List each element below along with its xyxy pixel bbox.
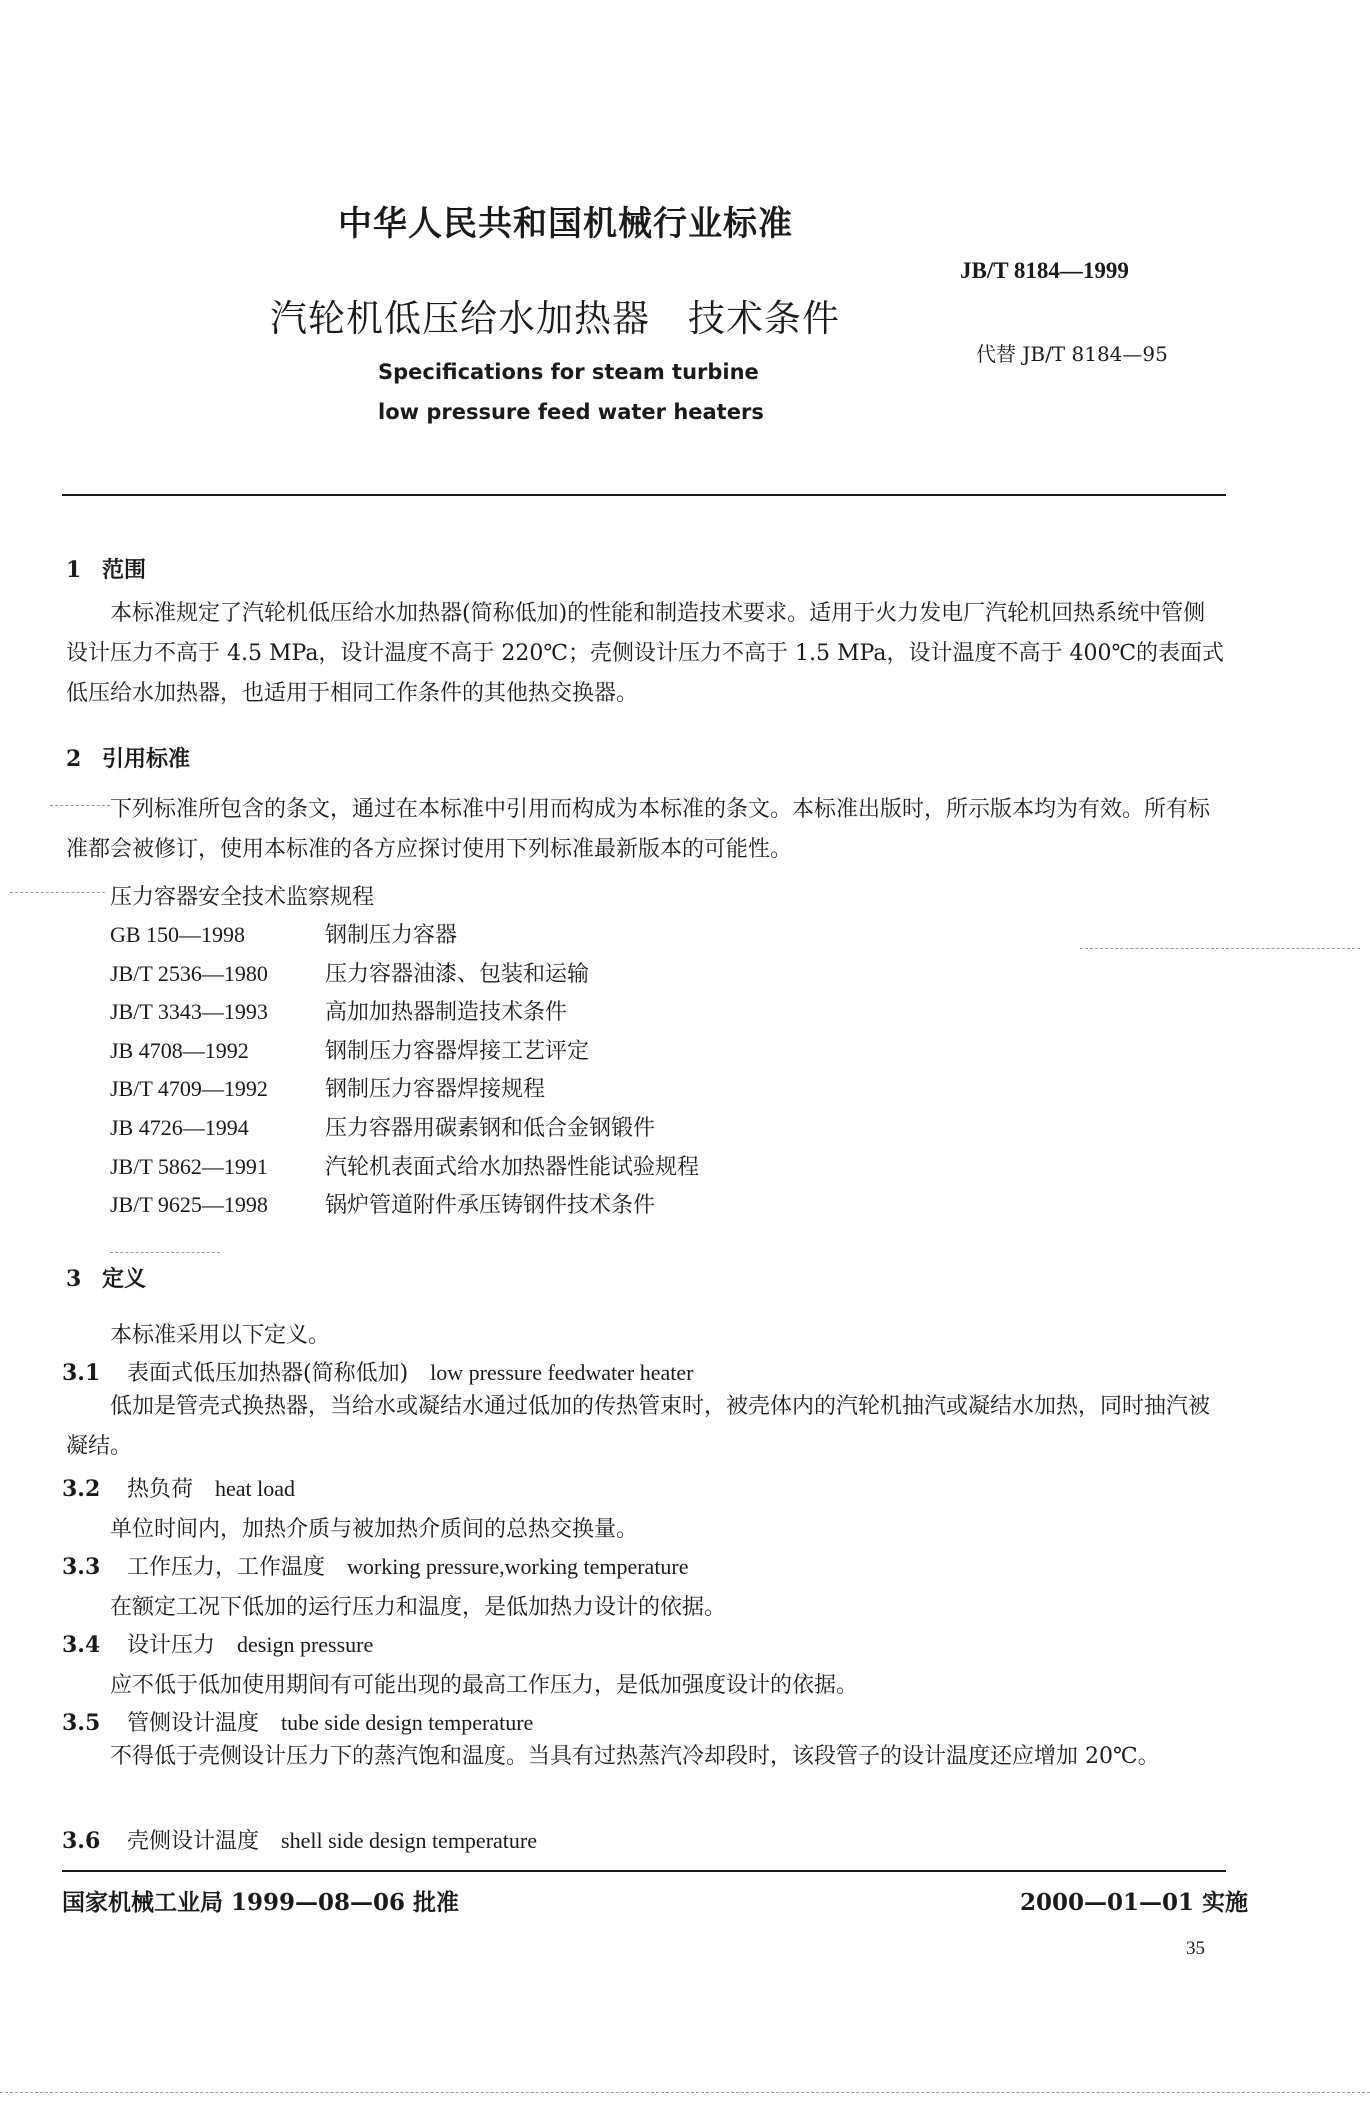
section-number: 2 bbox=[66, 746, 82, 772]
standard-code: JB/T 8184—1999 bbox=[960, 258, 1129, 283]
reference-code: JB/T 3343—1993 bbox=[110, 999, 268, 1025]
reference-code: JB 4726—1994 bbox=[110, 1114, 249, 1140]
reference-title: 锅炉管道附件承压铸钢件技术条件 bbox=[325, 1193, 656, 1219]
reference-title: 钢制压力容器 bbox=[325, 923, 458, 948]
definition-text: 不得低于壳侧设计压力下的蒸汽饱和温度。当具有过热蒸汽冷却段时，该段管子的设计温度还应增加 20℃。 bbox=[110, 1744, 1160, 1769]
scan-artifact bbox=[0, 2092, 1370, 2093]
section-1-paragraph: 本标准规定了汽轮机低压给水加热器(简称低加)的性能和制造技术要求。适用于火力发电厂汽轮机回热系统中管侧设计压力不高于 4.5 MPa，设计温度不高于 220℃；壳侧设计压力不高于 1.5 MPa，设计温度不高于 400℃的表面式低压给水加热器，也适用于相同工作条件的其他热交换器。 bbox=[66, 601, 1225, 706]
section-title: 引用标准 bbox=[102, 746, 191, 772]
definition-text: 单位时间内，加热介质与被加热介质间的总热交换量。 bbox=[110, 1517, 639, 1542]
section-2-heading bbox=[66, 742, 190, 773]
document-title: 汽轮机低压给水加热器 技术条件 bbox=[270, 297, 840, 340]
reference-item: 压力容器安全技术监察规程 bbox=[110, 885, 375, 910]
reference-title: 汽轮机表面式给水加热器性能试验规程 bbox=[325, 1154, 700, 1180]
definition-text: 在额定工况下低加的运行压力和温度，是低加热力设计的依据。 bbox=[110, 1595, 727, 1620]
reference-code: JB/T 4709—1992 bbox=[110, 1076, 268, 1102]
definition-term: 3.6 壳侧设计温度 shell side design temperature bbox=[62, 1828, 537, 1854]
reference-title: 钢制压力容器焊接规程 bbox=[325, 1077, 546, 1103]
reference-code: JB/T 9625—1998 bbox=[110, 1192, 268, 1218]
reference-row bbox=[110, 918, 699, 957]
reference-row bbox=[110, 1188, 699, 1227]
definition-term: 3.2 热负荷 heat load bbox=[62, 1476, 296, 1502]
scan-artifact bbox=[50, 805, 110, 806]
section-3-intro: 本标准采用以下定义。 bbox=[110, 1323, 331, 1348]
section-title: 范围 bbox=[102, 557, 147, 583]
reference-row bbox=[110, 1111, 699, 1150]
section-number: 3 bbox=[66, 1266, 82, 1292]
section-number: 1 bbox=[66, 557, 82, 583]
section-3-heading bbox=[66, 1262, 146, 1293]
reference-title: 高加加热器制造技术条件 bbox=[325, 1000, 568, 1026]
reference-title: 压力容器油漆、包装和运输 bbox=[325, 961, 590, 987]
replaces-code: 代替 JB/T 8184—95 bbox=[976, 342, 1168, 366]
section-1-heading bbox=[66, 553, 146, 584]
standard-title: 中华人民共和国机械行业标准 bbox=[338, 204, 793, 244]
reference-code: GB 150—1998 bbox=[110, 922, 246, 947]
reference-list bbox=[110, 918, 699, 1227]
scan-artifact bbox=[110, 1252, 220, 1253]
definition-term: 3.1 表面式低压加热器(简称低加) low pressure feedwater heater bbox=[62, 1360, 694, 1386]
reference-code: JB 4708—1992 bbox=[110, 1037, 249, 1063]
reference-row bbox=[110, 995, 699, 1034]
english-title-line1: Specifications for steam turbine bbox=[378, 360, 759, 384]
scan-artifact bbox=[10, 892, 105, 893]
reference-title: 钢制压力容器焊接工艺评定 bbox=[325, 1038, 590, 1064]
reference-title: 压力容器用碳素钢和低合金钢锻件 bbox=[325, 1115, 656, 1141]
scan-artifact bbox=[1080, 948, 1360, 949]
header-rule bbox=[62, 494, 1226, 496]
reference-row bbox=[110, 1034, 699, 1073]
definition-term: 3.4 设计压力 design pressure bbox=[62, 1632, 374, 1658]
english-title-line2: low pressure feed water heaters bbox=[378, 400, 764, 424]
definition-term: 3.3 工作压力，工作温度 working pressure,working temperature bbox=[62, 1554, 689, 1580]
reference-row bbox=[110, 1072, 699, 1111]
approval-note: 国家机械工业局 1999—08—06 批准 bbox=[62, 1889, 460, 1916]
reference-row bbox=[110, 1150, 699, 1189]
definition-text: 低加是管壳式换热器，当给水或凝结水通过低加的传热管束时，被壳体内的汽轮机抽汽或凝结水加热，同时抽汽被凝结。 bbox=[66, 1394, 1211, 1459]
footer-rule bbox=[62, 1870, 1226, 1872]
section-2-paragraph: 下列标准所包含的条文，通过在本标准中引用而构成为本标准的条文。本标准出版时，所示版本均为有效。所有标准都会被修订，使用本标准的各方应探讨使用下列标准最新版本的可能性。 bbox=[66, 797, 1211, 862]
reference-row bbox=[110, 957, 699, 996]
definition-term: 3.5 管侧设计温度 tube side design temperature bbox=[62, 1710, 534, 1736]
section-title: 定义 bbox=[102, 1266, 147, 1292]
reference-code: JB/T 2536—1980 bbox=[110, 960, 268, 986]
definition-text: 应不低于低加使用期间有可能出现的最高工作压力，是低加强度设计的依据。 bbox=[110, 1673, 859, 1698]
page-number: 35 bbox=[1186, 1938, 1205, 1959]
effective-date: 2000—01—01 实施 bbox=[1020, 1889, 1249, 1916]
reference-code: JB/T 5862—1991 bbox=[110, 1153, 268, 1179]
